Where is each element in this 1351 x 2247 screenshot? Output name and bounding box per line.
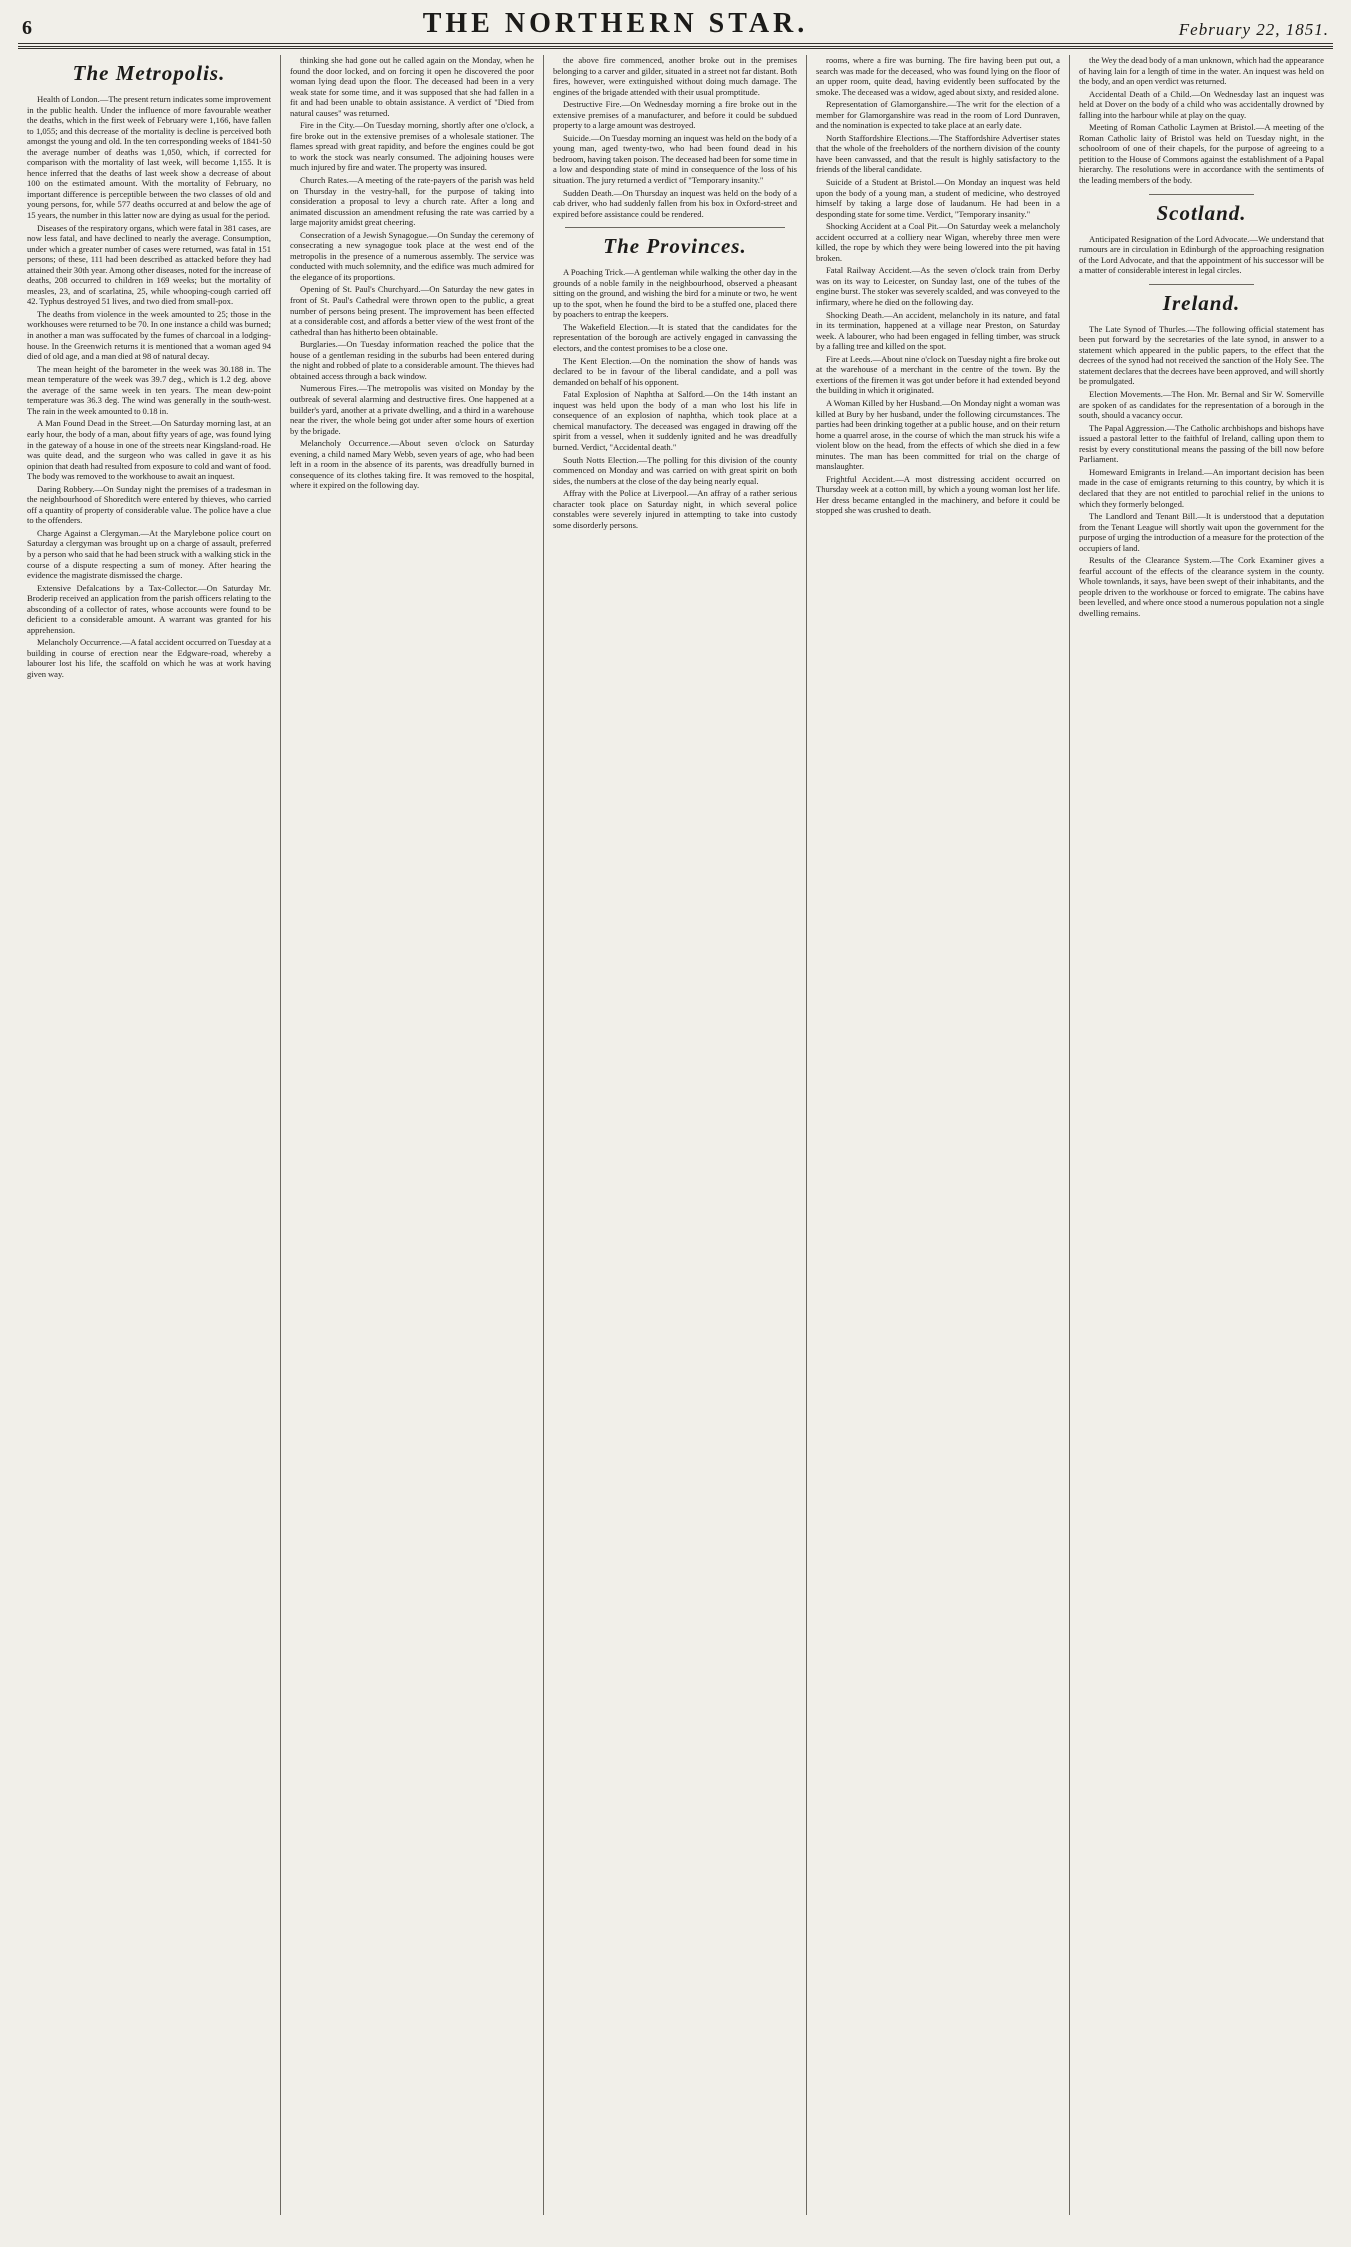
column-2 [281,55,544,2215]
article: The mean height of the barometer in the week was 30.188 in. The mean temperature of the week was 39.7 deg., which is 1.2 deg. above the average of the same week in ten years. The mean dew-point temperature was 36.3 deg. The wind was generally in the south-west. The rain in the week amounted to 0.18 in. [27,363,271,416]
article: Fire in the City.—On Tuesday morning, shortly after one o'clock, a fire broke out in the extensive premises of a wholesale stationer. The flames spread with great rapidity, and before the engines could be got to work the stock was nearly consumed. The adjoining houses were much injured by fire and water. The property was insured. [290,120,534,173]
article: rooms, where a fire was burning. The fire having been put out, a search was made for the deceased, who was found lying on the floor of an upper room, quite dead, having evidently been suffocated by the smoke. The deceased was a widow, aged about sixty, and resided alone. [816,55,1060,97]
article: Charge Against a Clergyman.—At the Marylebone police court on Saturday a clergyman was brought up on a charge of assault, preferred by a person who said that he had been struck with a walking stick in the course of a dispute respecting a sum of money. After hearing the evidence the magistrate dismissed the charge. [27,527,271,581]
column-4 [807,55,1070,2215]
article: Homeward Emigrants in Ireland.—An important decision has been made in the case of emigrants returning to this country, by which it is declared that they are not entitled to parochial relief in the unions to which they formerly belonged. [1079,466,1324,509]
article: Shocking Death.—An accident, melancholy in its nature, and fatal in its termination, happened at a village near Preston, on Saturday week. A labourer, who had been engaged in felling timber, was struck by a falling tree and killed on the spot. [816,309,1060,352]
article: Health of London.—The present return indicates some improvement in the public health. Under the influence of more favourable weather the deaths, which in the first week of February were 1,166, have fallen to 1,055; and this decrease of the mortality is decline is perceived both amongst the young and old. In the ten corresponding weeks of 1841-50 the average number of deaths was 1,050, which, if corrected for comparison with the mortality of last week, will become 1,155. It is hence inferred that the deaths of last week show a decrease of about 100 on the estimated amount. With the mortality of February, no important difference is perceptible between the two classes of old and young persons, for, while 577 deaths occurred at and below the age of 15 years, the number in this latter now are dying as usual for the period. [27,94,271,221]
section-divider [1149,284,1254,285]
section-divider [565,227,785,228]
article: A Woman Killed by her Husband.—On Monday night a woman was killed at Bury by her husband, under the following circumstances. The parties had been drinking together at a public house, and on their return home a quarrel arose, in the course of which the man struck his wife a violent blow on the head, from the effects of which she died in a few minutes. The man has been committed for trial on the charge of manslaughter. [816,397,1060,472]
section-heading-metropolis: The Metropolis. [72,61,226,85]
article: the above fire commenced, another broke out in the premises belonging to a carver and gilder, situated in a street not far distant. Both fires, however, were extinguished without doing much damage. The engines of the brigade attended with their usual promptitude. [553,55,797,97]
article: Opening of St. Paul's Churchyard.—On Saturday the new gates in front of St. Paul's Cathedral were thrown open to the public, a great number of persons being present. The improvement has been effected at a considerable cost, and affords a better view of the west front of the cathedral than has hitherto been obtainable. [290,284,534,337]
article: The Late Synod of Thurles.—The following official statement has been put forward by the secretaries of the late synod, in answer to a statement which appeared in the public papers, to the effect that the decrees of the synod had not received the sanction of the Holy See. The statement declares that the decrees have been approved, and will shortly be promulgated. [1079,323,1324,387]
article: Melancholy Occurrence.—About seven o'clock on Saturday evening, a child named Mary Webb, seven years of age, who had been left in a room in the absence of its parents, was dreadfully burned in consequence of its clothes taking fire. It was removed to the hospital, where it expired on the following day. [290,438,534,491]
section-heading-provinces: The Provinces. [603,234,747,259]
section-heading-scotland: Scotland. [1156,200,1247,225]
issue-date: February 22, 1851. [1178,20,1329,39]
masthead-rule [18,46,1333,49]
article: The Landlord and Tenant Bill.—It is understood that a deputation from the Tenant League will shortly wait upon the government for the purpose of urging the introduction of a measure for the protection of the occupiers of land. [1079,511,1324,553]
article: Fatal Explosion of Naphtha at Salford.—On the 14th instant an inquest was held upon the body of a man who lost his life in consequence of an explosion of naphtha, which took place at a chemical manufactory. The deceased was engaged in drawing off the spirit from a vessel, when it suddenly ignited and he was dreadfully burned. Verdict, "Accidental death." [553,389,797,452]
article: thinking she had gone out he called again on the Monday, when he found the door locked, and on forcing it open he discovered the poor woman lying dead upon the floor. The deceased had been in a very weak state for some time, and it was supposed that she had fallen in a fit and had been unable to obtain assistance. A verdict of "Died from natural causes" was returned. [290,55,534,118]
article: Accidental Death of a Child.—On Wednesday last an inquest was held at Dover on the body of a child who was accidentally drowned by falling into the harbour while at play on the quay. [1079,88,1324,120]
article: Burglaries.—On Tuesday information reached the police that the house of a gentleman residing in the suburbs had been entered during the night and robbed of plate to a considerable amount. The thieves had obtained access through a back window. [290,339,534,381]
article: The Papal Aggression.—The Catholic archbishops and bishops have issued a pastoral letter to the faithful of Ireland, calling upon them to resist by every constitutional means the passing of the bill now before Parliament. [1079,422,1324,465]
article: Affray with the Police at Liverpool.—An affray of a rather serious character took place on Saturday night, in which several police constables were severely injured in attempting to take into custody some disorderly persons. [553,488,797,530]
article: Fatal Railway Accident.—As the seven o'clock train from Derby was on its way to Leicester, on Sunday last, one of the tubes of the engine burst. The stoker was severely scalded, and was conveyed to the infirmary, where he died on the following day. [816,265,1060,308]
article: Daring Robbery.—On Sunday night the premises of a tradesman in the neighbourhood of Shoreditch were entered by thieves, who carried off a quantity of property of considerable value. The police have a clue to the offenders. [27,483,271,526]
article: Numerous Fires.—The metropolis was visited on Monday by the outbreak of several alarming and destructive fires. One happened at a builder's yard, another at a private dwelling, and a third in a warehouse near the river, the whole being got under after some hours of exertion by the brigade. [290,383,534,436]
article: Fire at Leeds.—About nine o'clock on Tuesday night a fire broke out at the warehouse of a merchant in the centre of the town. By the exertions of the firemen it was got under before it had extended beyond the building in which it originated. [816,353,1060,396]
article: The Kent Election.—On the nomination the show of hands was declared to be in favour of the liberal candidate, and a poll was demanded on behalf of his opponent. [553,355,797,387]
article: Destructive Fire.—On Wednesday morning a fire broke out in the extensive premises of a manufacturer, and before it could be subdued property to a large amount was destroyed. [553,99,797,131]
article: Election Movements.—The Hon. Mr. Bernal and Sir W. Somerville are spoken of as candidates for the representation of a borough in the south, should a vacancy occur. [1079,389,1324,421]
article: The Wakefield Election.—It is stated that the candidates for the representation of the borough are actively engaged in canvassing the electors, and the contest promises to be a close one. [553,321,797,354]
section-heading-ireland: Ireland. [1162,290,1241,315]
page-number: 6 [22,17,32,39]
article: North Staffordshire Elections.—The Staffordshire Advertiser states that the whole of the freeholders of the northern division of the county have been canvassed, and that the result is highly satisfactory to the friends of the liberal candidate. [816,132,1060,175]
column-1 [18,55,281,2215]
columns [18,55,1333,2215]
article: Meeting of Roman Catholic Laymen at Bristol.—A meeting of the Roman Catholic laity of Bristol was held on Tuesday night, in the schoolroom of one of their chapels, for the purpose of agreeing to a petition to the House of Commons against the establishment of a Papal hierarchy. The resolutions were in accordance with the sentiments of the leading members of the body. [1079,122,1324,186]
column-3 [544,55,807,2215]
column-5 [1070,55,1333,2215]
article: Sudden Death.—On Thursday an inquest was held on the body of a cab driver, who had suddenly fallen from his box in Oxford-street and expired before assistance could be rendered. [553,187,797,219]
article: Extensive Defalcations by a Tax-Collector.—On Saturday Mr. Broderip received an application from the parish officers relating to the absconding of a collector of rates, whose accounts were found to be deficient to a considerable amount. A warrant was granted for his apprehension. [27,582,271,635]
article: Anticipated Resignation of the Lord Advocate.—We understand that rumours are in circulation in Edinburgh of the approaching resignation of the Lord Advocate, and that the appointment of his successor will be a matter of considerable interest in legal circles. [1079,233,1324,276]
article: Diseases of the respiratory organs, which were fatal in 381 cases, are now less fatal, and have declined to nearly the average. Consumption, under which a greater number of cases were returned, was fatal in 151 persons; of these, 111 had been described as attacked before they had attained their 30th year. Among other diseases, noted for the increase of deaths, 208 occurred to children in 169 weeks; but the mortality of measles, 23, and of scarlatina, 25, while whooping-cough carried off 42. Typhus destroyed 51 lives, and two died from small-pox. [27,222,271,307]
article: A Man Found Dead in the Street.—On Saturday morning last, at an early hour, the body of a man, about fifty years of age, was found lying in the gateway of a house in one of the streets near Kingsland-road. He was quite dead, and the surgeon who was called in gave it as his opinion that death had resulted from exposure to cold and want of food. The body was removed to the workhouse to await an inquest. [27,418,271,482]
article: South Notts Election.—The polling for this division of the county commenced on Monday and was carried on with great spirit on both sides, the numbers at the close of the day being nearly equal. [553,454,797,486]
article: Church Rates.—A meeting of the rate-payers of the parish was held on Thursday in the vestry-hall, for the purpose of taking into consideration a proposal to levy a church rate. After a long and animated discussion an amendment refusing the rate was carried by a large majority amidst great cheering. [290,175,534,228]
article: Representation of Glamorganshire.—The writ for the election of a member for Glamorganshire was read in the room of Lord Dunraven, and the nomination is expected to take place at an early date. [816,99,1060,131]
article: Suicide of a Student at Bristol.—On Monday an inquest was held upon the body of a young man, a student of medicine, who destroyed himself by taking a large dose of laudanum. He had been in a desponding state for some time. Verdict, "Temporary insanity." [816,177,1060,219]
article: Results of the Clearance System.—The Cork Examiner gives a fearful account of the effects of the clearance system in the county. Whole townlands, it says, have been swept of their inhabitants, and the people driven to the workhouse or forced to emigrate. The cabins have been levelled, and where once stood a numerous population not a single dwelling remains. [1079,555,1324,618]
section-divider [1149,194,1254,195]
article: The deaths from violence in the week amounted to 25; those in the workhouses were returned to be 70. In one instance a child was burned; in another a man was suffocated by the fumes of charcoal in a lodging-house. In the Greenwich returns it is mentioned that a woman aged 94 died of old age, and a man died at 98 of natural decay. [27,308,271,362]
article: Melancholy Occurrence.—A fatal accident occurred on Tuesday at a building in course of erection near the Edgware-road, whereby a labourer lost his life, the scaffold on which he was at work having given way. [27,637,271,679]
article: Suicide.—On Tuesday morning an inquest was held on the body of a young man, aged twenty-two, who had been found dead in his bedroom, having taken poison. The deceased had been for some time in a low and desponding state of mind in consequence of the loss of his situation. The jury returned a verdict of "Temporary insanity." [553,132,797,186]
article: the Wey the dead body of a man unknown, which had the appearance of having lain for a length of time in the water. An inquest was held on the body, and an open verdict was returned. [1079,55,1324,87]
article: Frightful Accident.—A most distressing accident occurred on Thursday week at a cotton mill, by which a young woman lost her life. Her dress became entangled in the machinery, and before it could be stopped she was crushed to death. [816,473,1060,516]
paper-title: THE NORTHERN STAR. [422,8,809,39]
article: Consecration of a Jewish Synagogue.—On Sunday the ceremony of consecrating a new synagogue took place at the west end of the metropolis in the presence of a numerous assembly. The service was conducted with much solemnity, and the edifice was much admired for the elegance of its proportions. [290,229,534,282]
masthead [18,8,1333,44]
article: Shocking Accident at a Coal Pit.—On Saturday week a melancholy accident occurred at a colliery near Wigan, whereby three men were killed, the rope by which they were being lowered into the pit having broken. [816,221,1060,263]
article: A Poaching Trick.—A gentleman while walking the other day in the grounds of a noble family in the neighbourhood, observed a pheasant sitting on the ground, and wishing the bird for a minute or two, he went up to the spot, when he found the bird to be a stuffed one, placed there by poachers to entrap the keepers. [553,267,797,320]
